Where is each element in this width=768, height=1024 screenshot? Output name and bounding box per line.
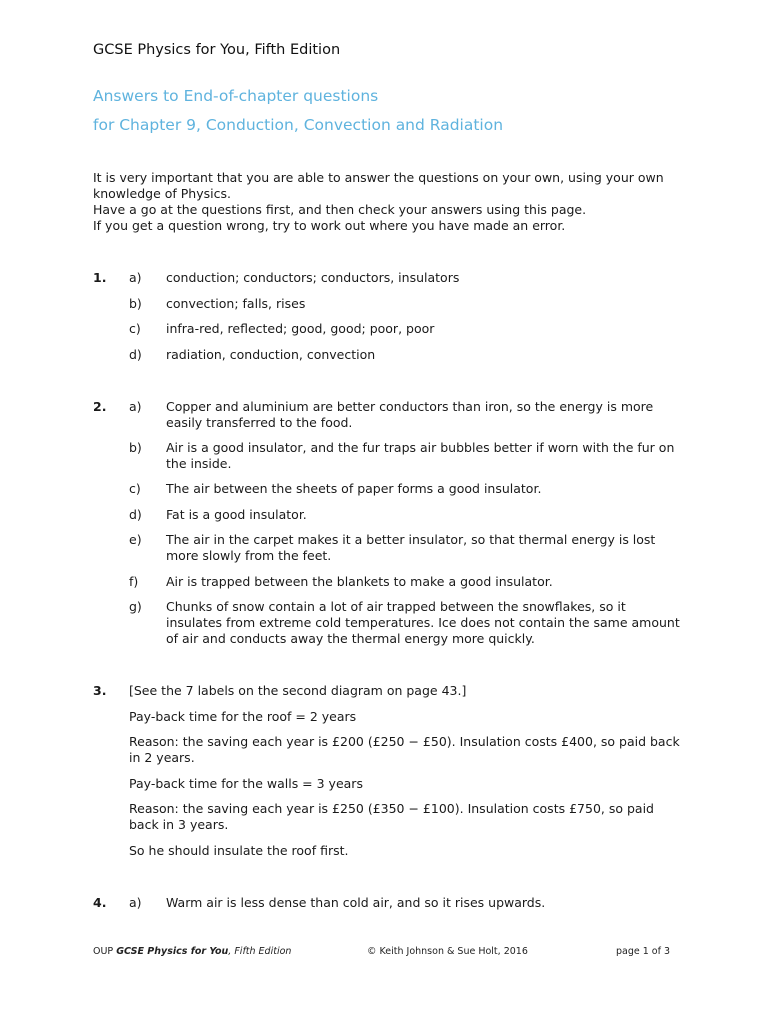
answer-text: Pay-back time for the roof = 2 years <box>129 709 357 724</box>
part-label: b) <box>129 296 142 311</box>
part-label: d) <box>129 347 142 362</box>
part-answer: The air between the sheets of paper forms a good insulator. <box>166 481 542 496</box>
part-label: a) <box>129 270 142 285</box>
part-label: e) <box>129 532 142 547</box>
question-number: 1. <box>93 270 107 285</box>
question-number: 3. <box>93 683 107 698</box>
answer-text: Reason: the saving each year is £250 (£350 − £100). Insulation costs £750, so paid back in 3 years. <box>129 801 654 832</box>
intro-paragraph: Have a go at the questions first, and then check your answers using this page. <box>93 202 587 217</box>
part-answer: Copper and aluminium are better conductors than iron, so the energy is more easily transferred to the food. <box>166 399 654 430</box>
footer-publisher: OUP <box>93 946 114 957</box>
book-title: GCSE Physics for You, Fifth Edition <box>93 42 341 58</box>
part-label: a) <box>129 895 142 910</box>
intro-paragraph: If you get a question wrong, try to work out where you have made an error. <box>93 218 566 233</box>
part-label: d) <box>129 507 142 522</box>
part-label: a) <box>129 399 142 414</box>
question-number: 2. <box>93 399 107 414</box>
answer-text: Pay-back time for the walls = 3 years <box>129 776 363 791</box>
chapter-heading-line1: Answers to End-of-chapter questions <box>93 87 379 105</box>
intro-paragraph: It is very important that you are able to answer the questions on your own, using your own knowledge of Physics. <box>93 170 664 201</box>
chapter-heading-line2: for Chapter 9, Conduction, Convection and Radiation <box>93 116 504 134</box>
answer-text: Reason: the saving each year is £200 (£250 − £50). Insulation costs £400, so paid back in 2 years. <box>129 734 680 765</box>
part-answer: Chunks of snow contain a lot of air trapped between the snowflakes, so it insulates from extreme cold temperatures. Ice does not contain the same amount of air and conducts away the thermal energy more quickly. <box>166 599 680 646</box>
intro-text <box>93 170 683 234</box>
answer-text: So he should insulate the roof first. <box>129 843 349 858</box>
part-answer: infra-red, reflected; good, good; poor, poor <box>166 321 435 336</box>
answer-text: [See the 7 labels on the second diagram on page 43.] <box>129 683 467 698</box>
footer-book-title: GCSE Physics for You <box>116 946 229 957</box>
part-label: b) <box>129 440 142 455</box>
part-answer: Fat is a good insulator. <box>166 507 307 522</box>
part-answer: Air is trapped between the blankets to make a good insulator. <box>166 574 553 589</box>
part-label: c) <box>129 321 141 336</box>
part-answer: conduction; conductors; conductors, insulators <box>166 270 460 285</box>
footer-copyright: © Keith Johnson & Sue Holt, 2016 <box>367 946 528 957</box>
part-answer: The air in the carpet makes it a better insulator, so that thermal energy is lost more slowly from the feet. <box>166 532 656 563</box>
part-label: c) <box>129 481 141 496</box>
part-answer: Warm air is less dense than cold air, and so it rises upwards. <box>166 895 546 910</box>
question-number: 4. <box>93 895 107 910</box>
page-footer <box>93 946 670 960</box>
part-answer: Air is a good insulator, and the fur traps air bubbles better if worn with the fur on the inside. <box>166 440 675 471</box>
part-label: g) <box>129 599 142 614</box>
part-answer: convection; falls, rises <box>166 296 306 311</box>
footer-edition: , Fifth Edition <box>228 946 292 957</box>
part-answer: radiation, conduction, convection <box>166 347 376 362</box>
part-label: f) <box>129 574 139 589</box>
footer-publication <box>93 946 291 957</box>
footer-page-number: page 1 of 3 <box>615 946 670 957</box>
